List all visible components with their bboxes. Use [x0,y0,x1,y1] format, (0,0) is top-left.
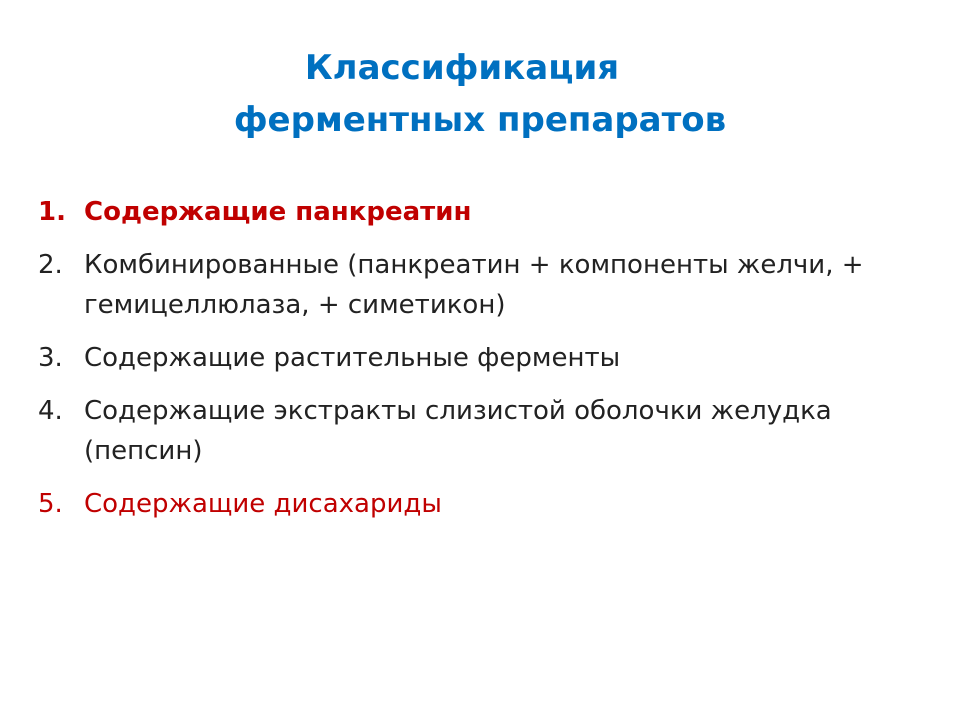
slide-title-line-1: Классификация [304,48,620,88]
slide-title-line-2: ферментных препаратов [233,100,727,140]
list-item-text: Содержащие растительные ферменты [84,343,621,373]
list-item [38,484,928,524]
list-item-text: Содержащие панкреатин [84,197,472,227]
list-item-text: Содержащие дисахариды [84,489,442,519]
list-item [38,391,928,471]
list-item-text: Комбинированные (панкреатин + компоненты желчи, + гемицеллюлаза, + симетикон) [84,250,864,320]
list-item [38,245,928,325]
list-item-number: 3. [38,343,63,373]
list-item-number: 5. [38,489,63,519]
list-item-number: 1. [38,197,66,227]
list-item-text: Содержащие экстракты слизистой оболочки желудка (пепсин) [84,396,832,466]
list-item [38,338,928,378]
list-item-number: 2. [38,250,63,280]
list-item [38,192,928,232]
list-item-number: 4. [38,396,63,426]
classification-list [38,192,928,537]
